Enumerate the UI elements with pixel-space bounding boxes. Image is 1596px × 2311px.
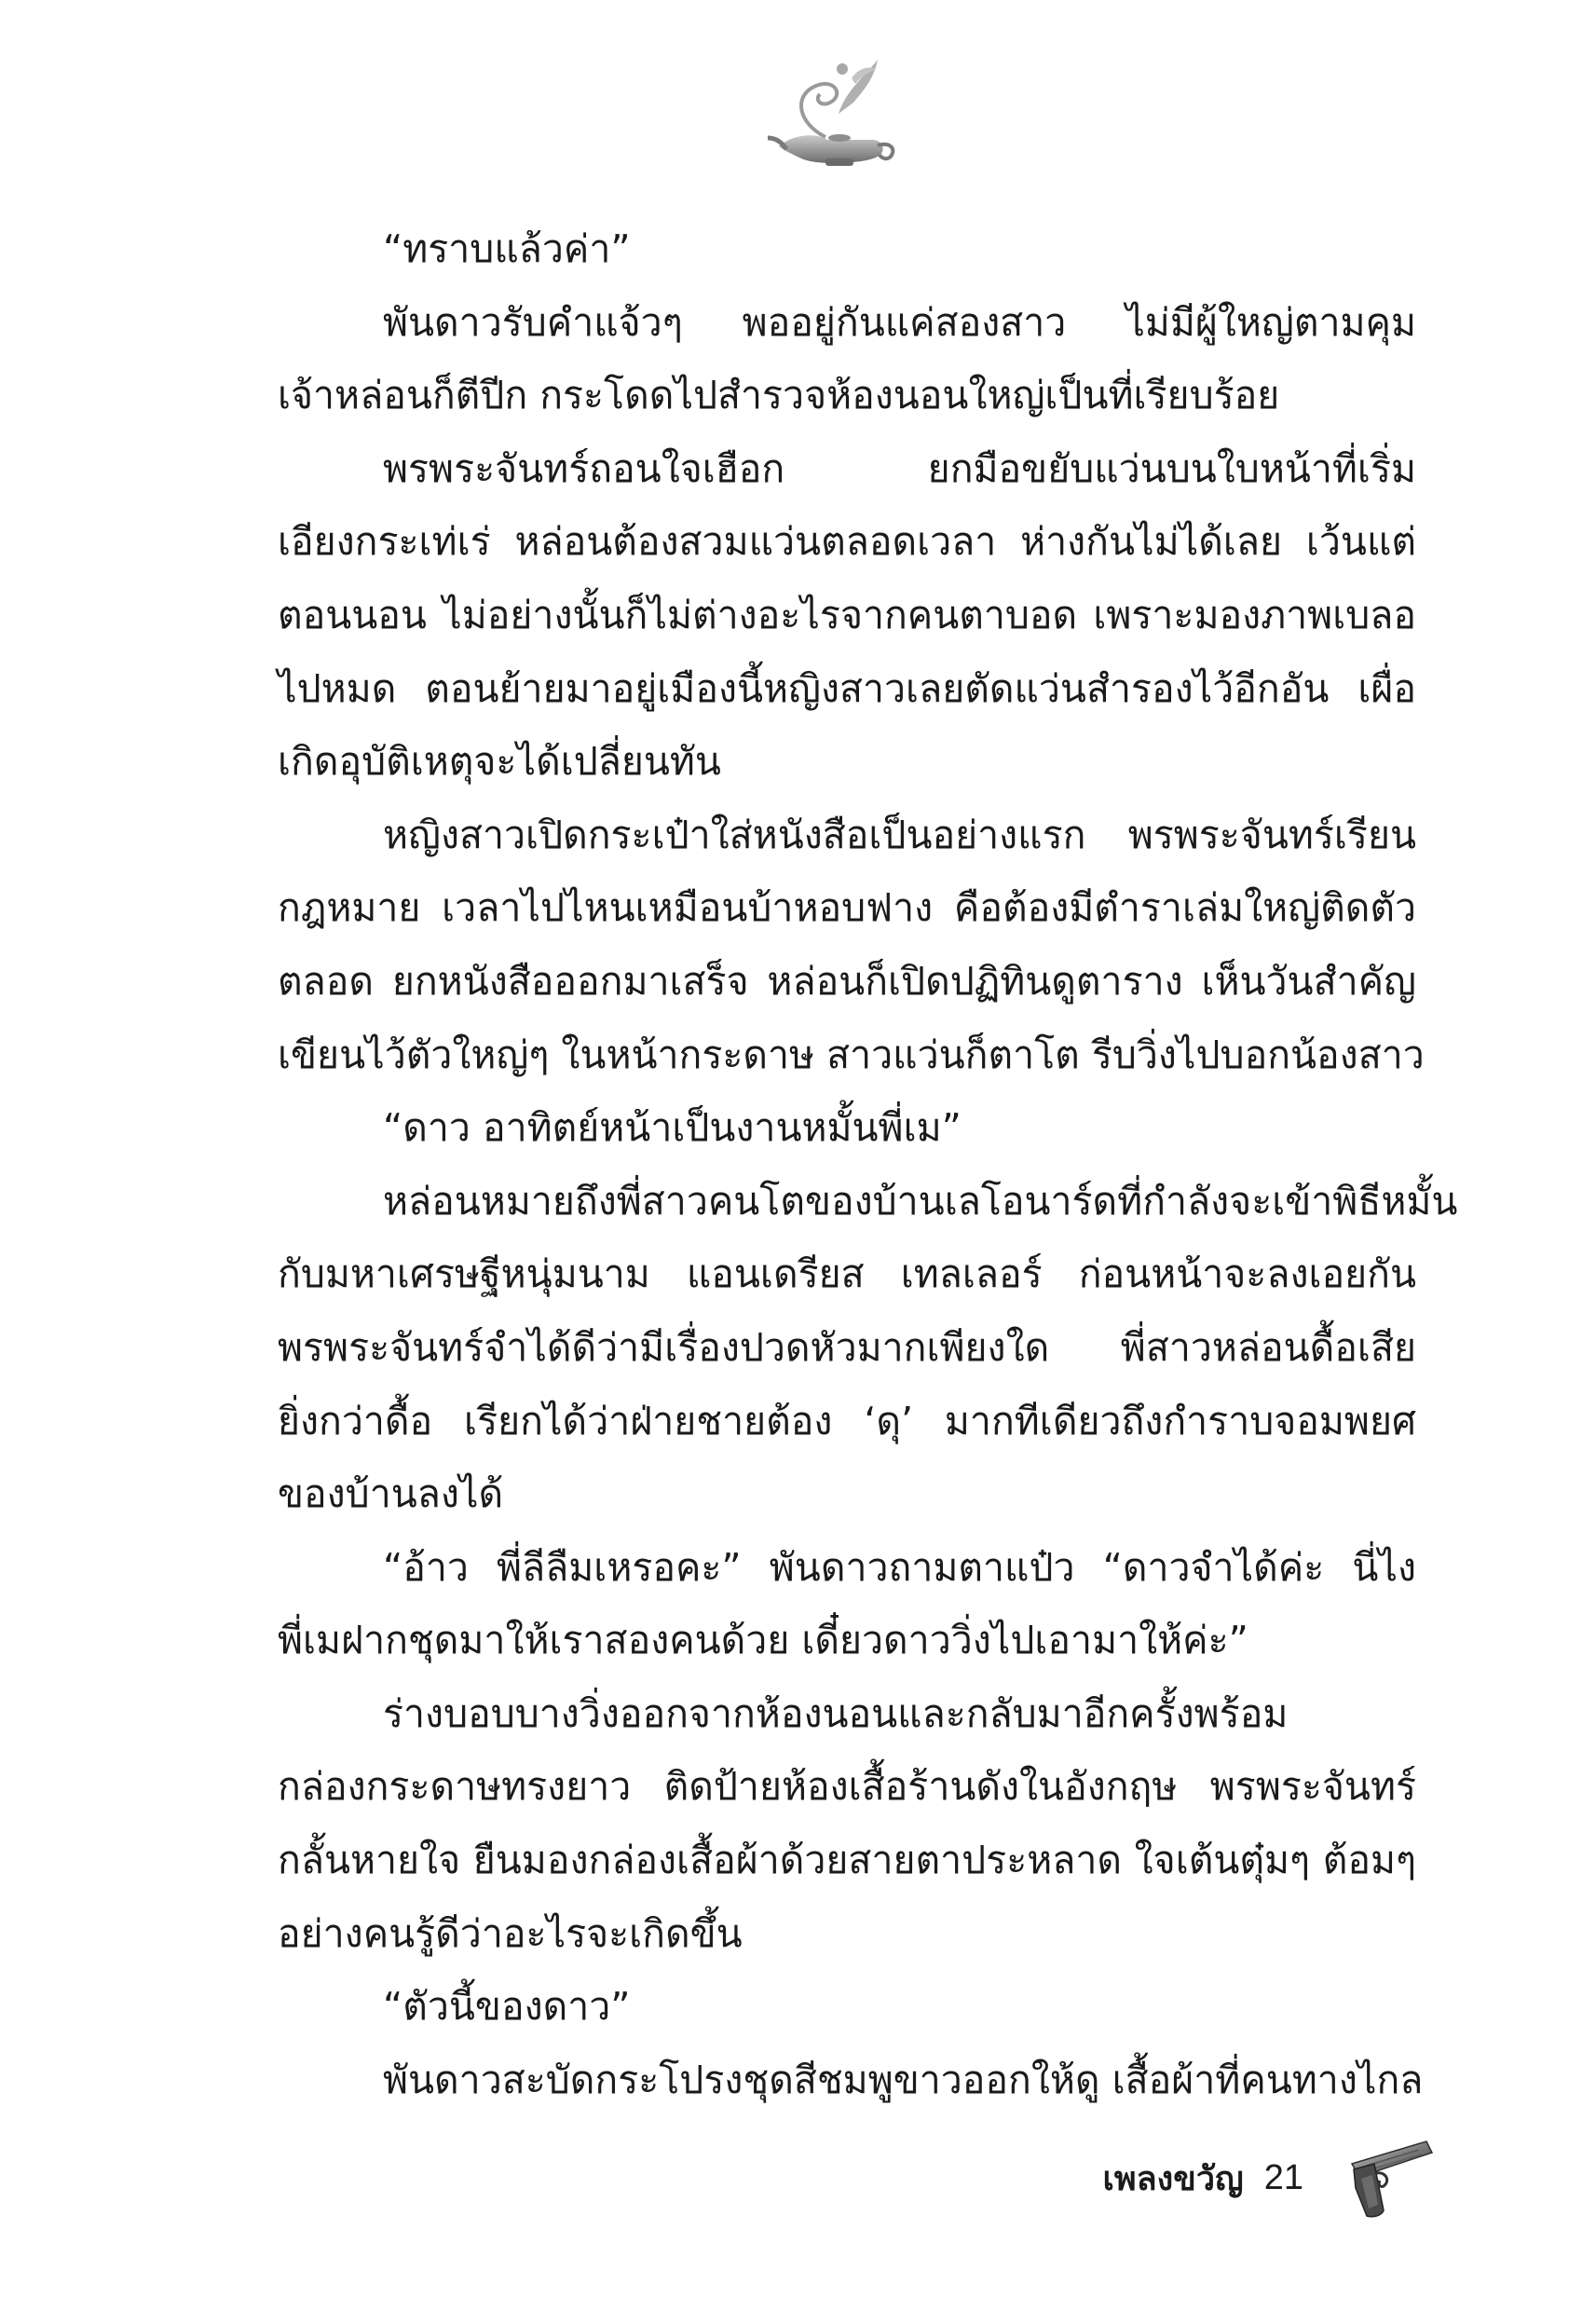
text-line: ตอนนอน ไม่อย่างนั้นก็ไม่ต่างอะไรจากคนตาบอด เพราะมองภาพเบลอ — [278, 592, 1416, 637]
text-line: “อ้าว พี่ลีลืมเหรอคะ” พันดาวถามตาแป๋ว “ดาวจำได้ค่ะ นี่ไง — [383, 1544, 1416, 1590]
text-line: หญิงสาวเปิดกระเป๋าใส่หนังสือเป็นอย่างแรก พรพระจันทร์เรียน — [383, 812, 1416, 857]
page-footer — [1103, 2136, 1438, 2220]
text-line: พันดาวรับคำแจ้วๆ พออยู่กันแค่สองสาว ไม่มีผู้ใหญ่ตามคุม — [383, 299, 1416, 345]
text-line: กล่องกระดาษทรงยาว ติดป้ายห้องเสื้อร้านดังในอังกฤษ พรพระจันทร์ — [278, 1764, 1416, 1810]
text-line: ตลอด ยกหนังสือออกมาเสร็จ หล่อนก็เปิดปฏิทินดูตาราง เห็นวันสำคัญ — [278, 958, 1416, 1004]
text-line: “ดาว อาทิตย์หน้าเป็นงานหมั้นพี่เม” — [383, 1105, 962, 1151]
text-line: กลั้นหายใจ ยืนมองกล่องเสื้อผ้าด้วยสายตาประหลาด ใจเต้นตุ๋มๆ ต้อมๆ — [278, 1838, 1416, 1883]
text-line: พรพระจันทร์ถอนใจเฮือก ยกมือขยับแว่นบนใบหน้าที่เริ่ม — [383, 445, 1416, 491]
text-line: เจ้าหล่อนก็ตีปีก กระโดดไปสำรวจห้องนอนใหญ่เป็นที่เรียบร้อย — [278, 373, 1280, 418]
text-line: “ทราบแล้วค่า” — [383, 226, 631, 271]
text-line: พรพระจันทร์จำได้ดีว่ามีเรื่องปวดหัวมากเพียงใด พี่สาวหล่อนดื้อเสีย — [278, 1324, 1416, 1370]
text-line: ร่างบอบบางวิ่งออกจากห้องนอนและกลับมาอีกครั้งพร้อม — [383, 1690, 1289, 1736]
text-line: พี่เมฝากชุดมาให้เราสองคนด้วย เดี๋ยวดาววิ่งไปเอามาให้ค่ะ” — [278, 1618, 1248, 1663]
text-line: อย่างคนรู้ดีว่าอะไรจะเกิดขึ้น — [278, 1910, 743, 1956]
pistol-icon — [1335, 2136, 1438, 2220]
text-line: พันดาวสะบัดกระโปรงชุดสีชมพูขาวออกให้ดู เสื้อผ้าที่คนทางไกล — [383, 2057, 1424, 2102]
text-line: ไปหมด ตอนย้ายมาอยู่เมืองนี้หญิงสาวเลยตัดแว่นสำรองไว้อีกอัน เผื่อ — [278, 665, 1416, 711]
text-line: เอียงกระเท่เร่ หล่อนต้องสวมแว่นตลอดเวลา ห่างกันไม่ได้เลย เว้นแต่ — [278, 519, 1416, 565]
text-line: “ตัวนี้ของดาว” — [383, 1984, 631, 2030]
text-line: กฎหมาย เวลาไปไหนเหมือนบ้าหอบฟาง คือต้องมีตำราเล่มใหญ่ติดตัว — [278, 885, 1416, 931]
teapot-ornament-icon — [760, 48, 900, 174]
text-line: เกิดอุบัติเหตุจะได้เปลี่ยนทัน — [278, 739, 721, 785]
text-line: หล่อนหมายถึงพี่สาวคนโตของบ้านเลโอนาร์ดที่กำลังจะเข้าพิธีหมั้น — [383, 1178, 1458, 1224]
text-line: เขียนไว้ตัวใหญ่ๆ ในหน้ากระดาษ สาวแว่นก็ตาโต รีบวิ่งไปบอกน้องสาว — [278, 1032, 1425, 1077]
running-title: เพลงขวัญ — [1102, 2159, 1244, 2198]
page-number: 21 — [1263, 2157, 1303, 2197]
text-line: กับมหาเศรษฐีหนุ่มนาม แอนเดรียส เทลเลอร์ ก่อนหน้าจะลงเอยกัน — [278, 1251, 1416, 1297]
text-line: ของบ้านลงได้ — [278, 1471, 504, 1517]
body-text — [278, 212, 1458, 2116]
text-line: ยิ่งกว่าดื้อ เรียกได้ว่าฝ่ายชายต้อง ‘ดุ’ มากทีเดียวถึงกำราบจอมพยศ — [278, 1398, 1416, 1443]
